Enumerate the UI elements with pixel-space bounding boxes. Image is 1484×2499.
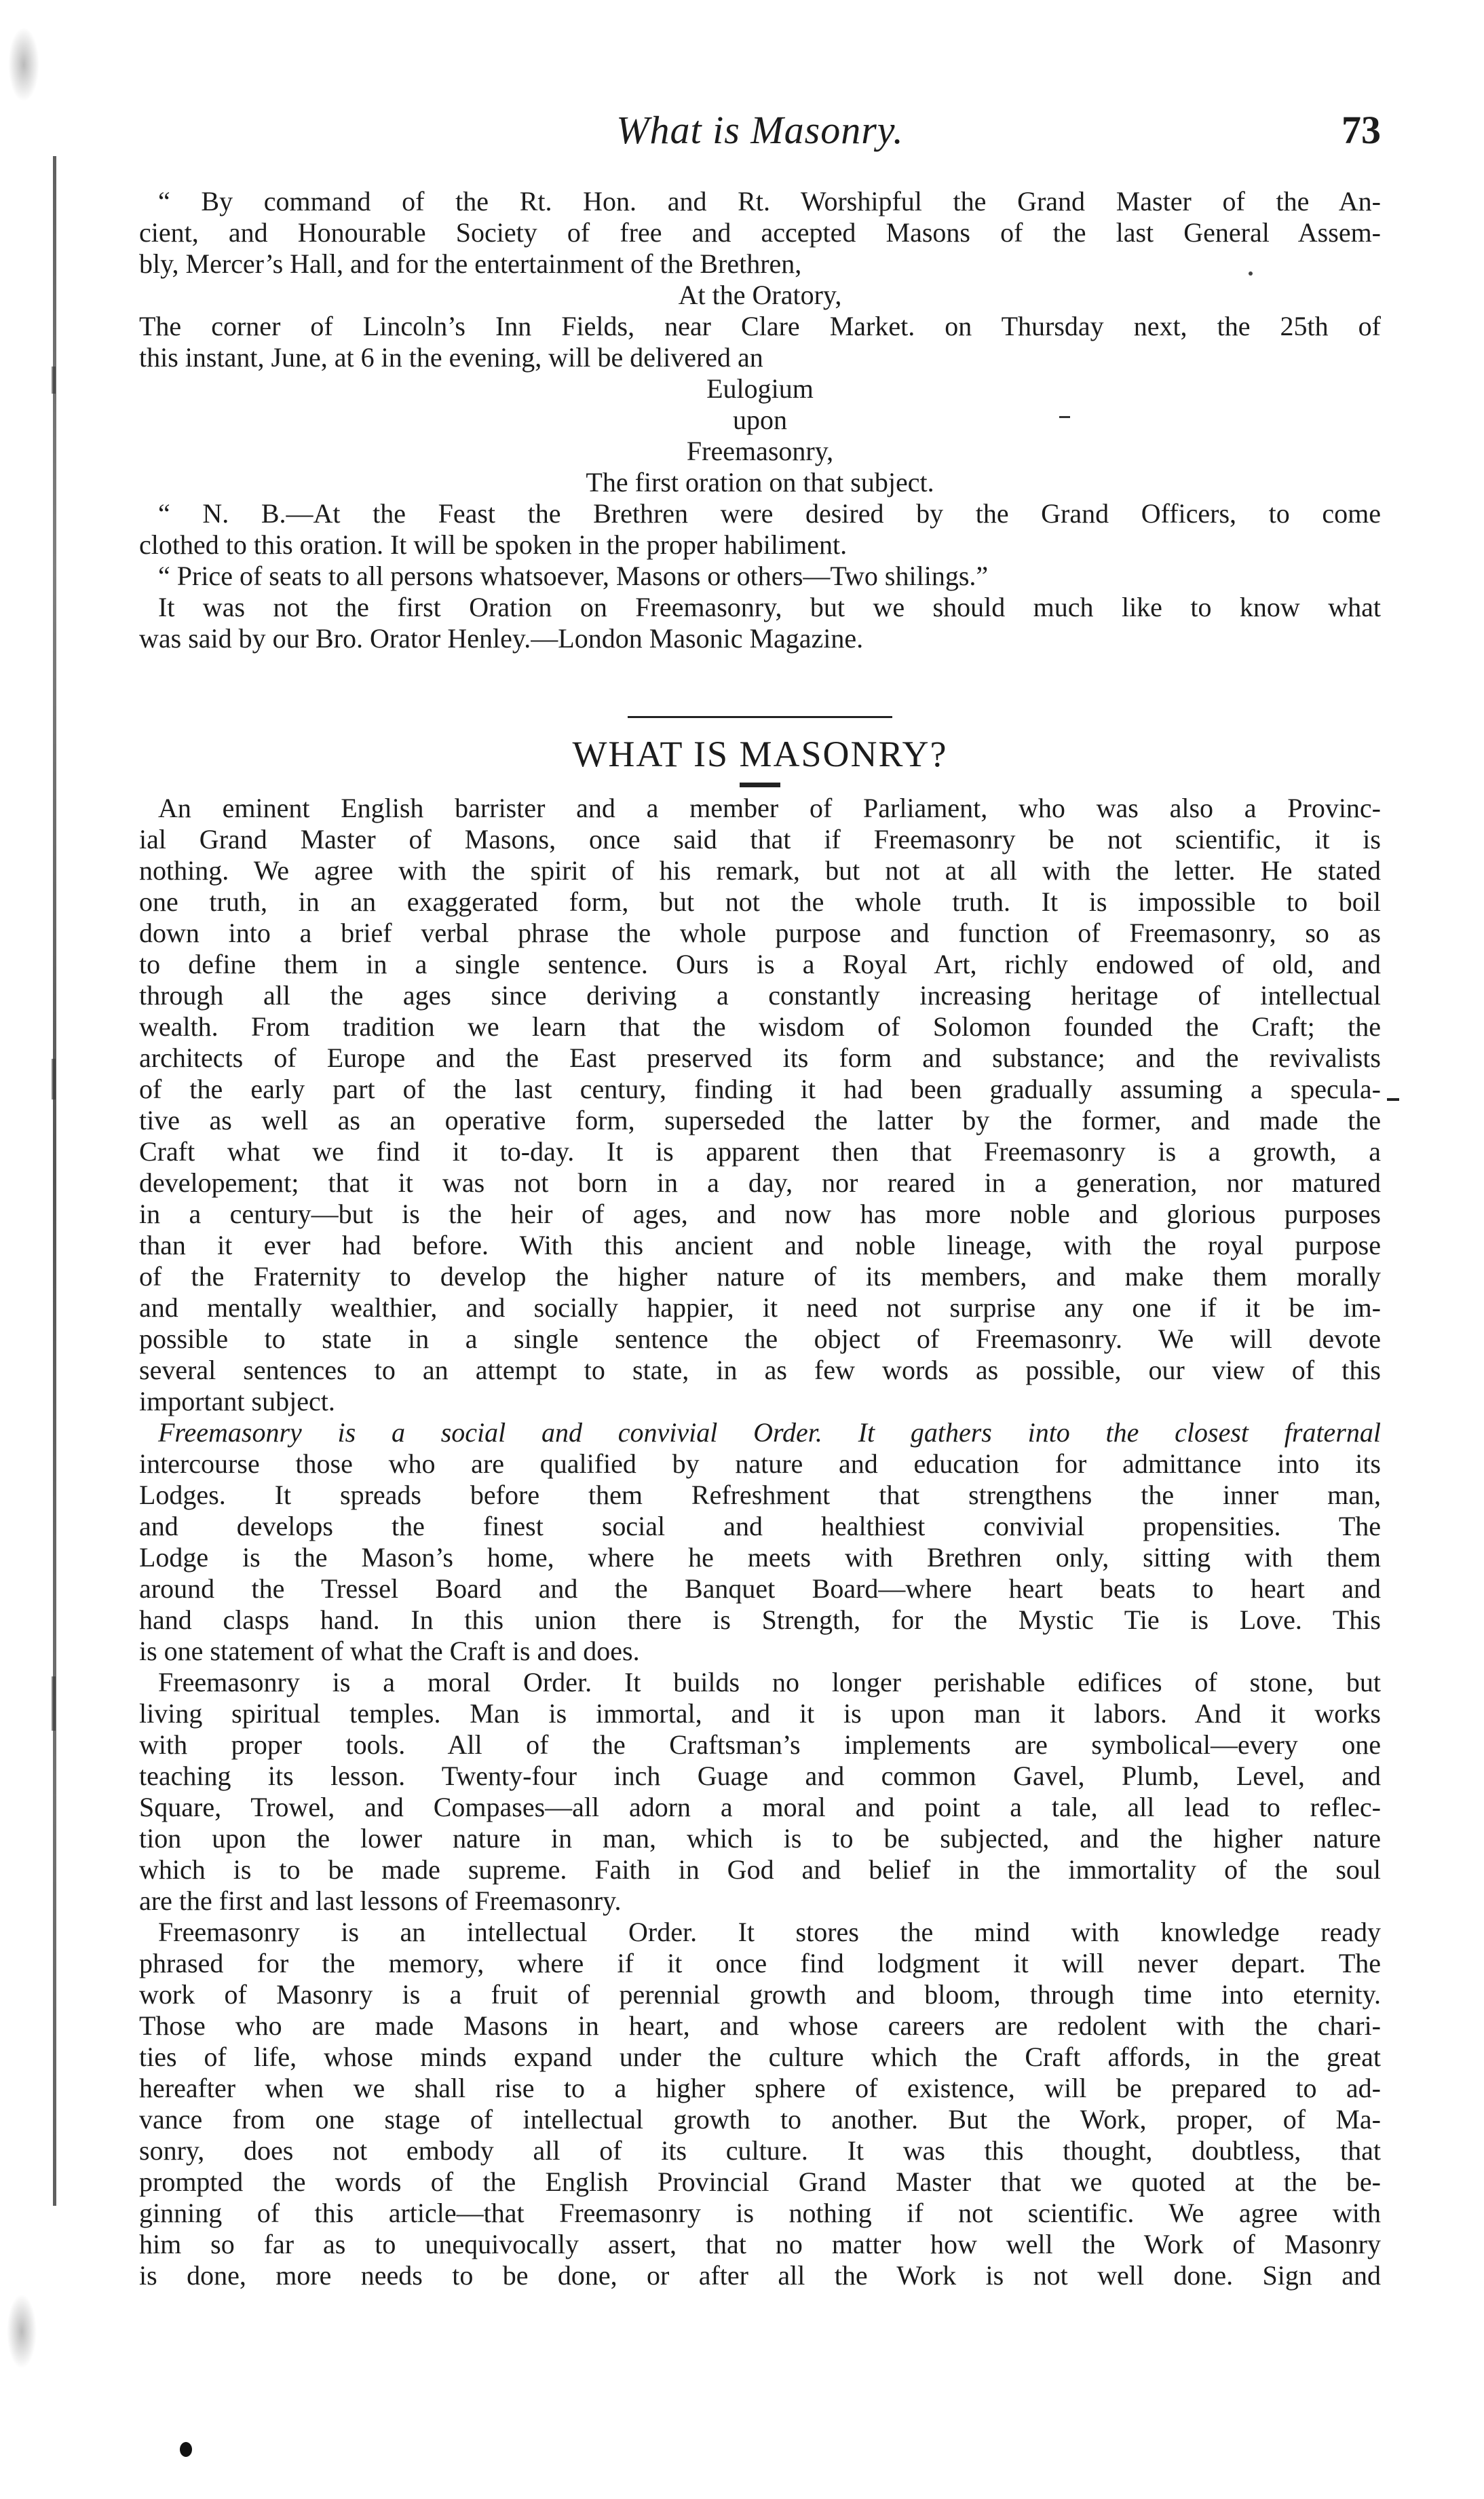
- binding-mark: [52, 1676, 56, 1731]
- scan-smudge-bottom: [7, 2294, 37, 2369]
- intro-line: The first oration on that subject.: [586, 467, 934, 497]
- article-line: prompted the words of the English Provincial Grand Master that we quoted at the be-: [139, 2166, 1381, 2197]
- article-line: possible to state in a single sentence the object of Freemasonry. We will devote: [139, 1323, 1381, 1354]
- article-line: teaching its lesson. Twenty-four inch Guage and common Gavel, Plumb, Level, and: [139, 1761, 1381, 1791]
- article-line: An eminent English barrister and a member of Parliament, who was also a Provinc-: [158, 793, 1381, 823]
- article-line: ial Grand Master of Masons, once said that if Freemasonry be not scientific, it is: [139, 824, 1381, 854]
- article-line: in a century—but is the heir of ages, and now has more noble and glorious purposes: [139, 1199, 1381, 1229]
- intro-line: cient, and Honourable Society of free and accepted Masons of the last General Assem-: [139, 217, 1381, 248]
- ink-dot: [180, 2442, 192, 2457]
- article-line: wealth. From tradition we learn that the wisdom of Solomon founded the Craft; the: [139, 1011, 1381, 1042]
- intro-notice: [139, 186, 1381, 654]
- article-line: is done, more needs to be done, or after all the Work is not well done. Sign and: [139, 2260, 1381, 2291]
- intro-line: was said by our Bro. Orator Henley.—London Masonic Magazine.: [139, 623, 864, 654]
- article-line: is one statement of what the Craft is and does.: [139, 1636, 640, 1666]
- article-line: one truth, in an exaggerated form, but not the whole truth. It is impossible to boil: [139, 886, 1381, 917]
- article-line: phrased for the memory, where if it once find lodgment it will never depart. The: [139, 1948, 1381, 1978]
- intro-line: At the Oratory,: [678, 280, 842, 310]
- article-line: several sentences to an attempt to state, in as few words as possible, our view of this: [139, 1355, 1381, 1385]
- article-line: nothing. We agree with the spirit of his remark, but not at all with the letter. He stated: [139, 855, 1381, 886]
- article-line: down into a brief verbal phrase the whole purpose and function of Freemasonry, so as: [139, 918, 1381, 948]
- article-line: Freemasonry is a moral Order. It builds no longer perishable edifices of stone, but: [158, 1667, 1381, 1697]
- article-line: and develops the finest social and healthiest convivial propensities. The: [139, 1511, 1381, 1541]
- intro-line: It was not the first Oration on Freemasonry, but we should much like to know what: [158, 592, 1381, 622]
- article-line: tive as well as an operative form, superseded the latter by the former, and made the: [139, 1105, 1381, 1135]
- running-title: What is Masonry.: [616, 108, 904, 152]
- article-line: hereafter when we shall rise to a higher sphere of existence, will be prepared to ad-: [139, 2073, 1381, 2103]
- intro-line: upon: [733, 405, 787, 435]
- article-line: of the Fraternity to develop the higher nature of its members, and make them morally: [139, 1261, 1381, 1292]
- heading-rule: [740, 783, 780, 787]
- intro-line: Eulogium: [706, 373, 814, 404]
- article-line: Those who are made Masons in heart, and whose careers are redolent with the chari-: [139, 2010, 1381, 2041]
- scan-smudge-top: [8, 27, 39, 102]
- article-line: living spiritual temples. Man is immortal, and it is upon man it labors. And it works: [139, 1698, 1381, 1729]
- binding-edge: [53, 156, 56, 2206]
- article-line: than it ever had before. With this ancient and noble lineage, with the royal purpose: [139, 1230, 1381, 1260]
- article-line: and mentally wealthier, and socially happier, it need not surprise any one if it be im-: [139, 1292, 1381, 1323]
- article-line: him so far as to unequivocally assert, that no matter how well the Work of Masonry: [139, 2229, 1381, 2259]
- article-line: through all the ages since deriving a constantly increasing heritage of intellectual: [139, 980, 1381, 1011]
- article-line: to define them in a single sentence. Ours is a Royal Art, richly endowed of old, and: [139, 949, 1381, 979]
- article-line: Lodges. It spreads before them Refreshment that strengthens the inner man,: [139, 1480, 1381, 1510]
- article-line: intercourse those who are qualified by nature and education for admittance into its: [139, 1448, 1381, 1479]
- article-line: around the Tressel Board and the Banquet Board—where heart beats to heart and: [139, 1573, 1381, 1604]
- stray-mark: [1059, 416, 1070, 418]
- article-line: work of Masonry is a fruit of perennial growth and bloom, through time into eternity.: [139, 1979, 1381, 2010]
- intro-line: this instant, June, at 6 in the evening, will be delivered an: [139, 342, 763, 373]
- article-line: with proper tools. All of the Craftsman’s implements are symbolical—every one: [139, 1729, 1381, 1760]
- section-divider: [628, 716, 892, 718]
- page-number: 73: [1342, 108, 1381, 152]
- stray-mark: [1249, 271, 1253, 276]
- article-line: Square, Trowel, and Compases—all adorn a moral and point a tale, all lead to reflec-: [139, 1792, 1381, 1822]
- article-line: are the first and last lessons of Freemasonry.: [139, 1885, 622, 1916]
- article-line: developement; that it was not born in a day, nor reared in a generation, nor matured: [139, 1167, 1381, 1198]
- intro-line: “ N. B.—At the Feast the Brethren were desired by the Grand Officers, to come: [158, 498, 1381, 529]
- binding-mark: [52, 1059, 56, 1100]
- intro-line: “ Price of seats to all persons whatsoever, Masons or others—Two shilings.”: [158, 561, 989, 591]
- running-head: [139, 102, 1381, 156]
- article-line: ties of life, whose minds expand under the culture which the Craft affords, in the great: [139, 2042, 1381, 2072]
- article-body: [139, 793, 1381, 2291]
- article-line: sonry, does not embody all of its culture. It was this thought, doubtless, that: [139, 2135, 1381, 2166]
- intro-line: bly, Mercer’s Hall, and for the entertainment of the Brethren,: [139, 248, 802, 279]
- article-heading: WHAT IS MASONRY?: [572, 734, 948, 774]
- intro-line: clothed to this oration. It will be spoken in the proper habiliment.: [139, 529, 848, 560]
- article-line: Freemasonry is a social and convivial Order. It gathers into the closest fraternal: [158, 1417, 1381, 1448]
- article-line: of the early part of the last century, finding it had been gradually assuming a specula-: [139, 1074, 1381, 1104]
- intro-line: The corner of Lincoln’s Inn Fields, near Clare Market. on Thursday next, the 25th of: [139, 311, 1381, 341]
- binding-mark: [52, 367, 56, 394]
- article-line: Lodge is the Mason’s home, where he meets with Brethren only, sitting with them: [139, 1542, 1381, 1573]
- article-line: tion upon the lower nature in man, which is to be subjected, and the higher nature: [139, 1823, 1381, 1854]
- article-line: ginning of this article—that Freemasonry is nothing if not scientific. We agree with: [139, 2198, 1381, 2228]
- stray-mark: [1387, 1098, 1399, 1101]
- article-line: Craft what we find it to-day. It is apparent then that Freemasonry is a growth, a: [139, 1136, 1381, 1167]
- intro-line: Freemasonry,: [686, 436, 834, 466]
- article-line: architects of Europe and the East preserved its form and substance; and the revivalists: [139, 1042, 1381, 1073]
- article-line: important subject.: [139, 1386, 335, 1416]
- article-line: Freemasonry is an intellectual Order. It stores the mind with knowledge ready: [158, 1917, 1381, 1947]
- intro-line: “ By command of the Rt. Hon. and Rt. Worshipful the Grand Master of the An-: [158, 186, 1381, 217]
- article-line: which is to be made supreme. Faith in God and belief in the immortality of the soul: [139, 1854, 1381, 1885]
- article-line: hand clasps hand. In this union there is Strength, for the Mystic Tie is Love. This: [139, 1604, 1381, 1635]
- article-line: vance from one stage of intellectual growth to another. But the Work, proper, of Ma-: [139, 2104, 1381, 2135]
